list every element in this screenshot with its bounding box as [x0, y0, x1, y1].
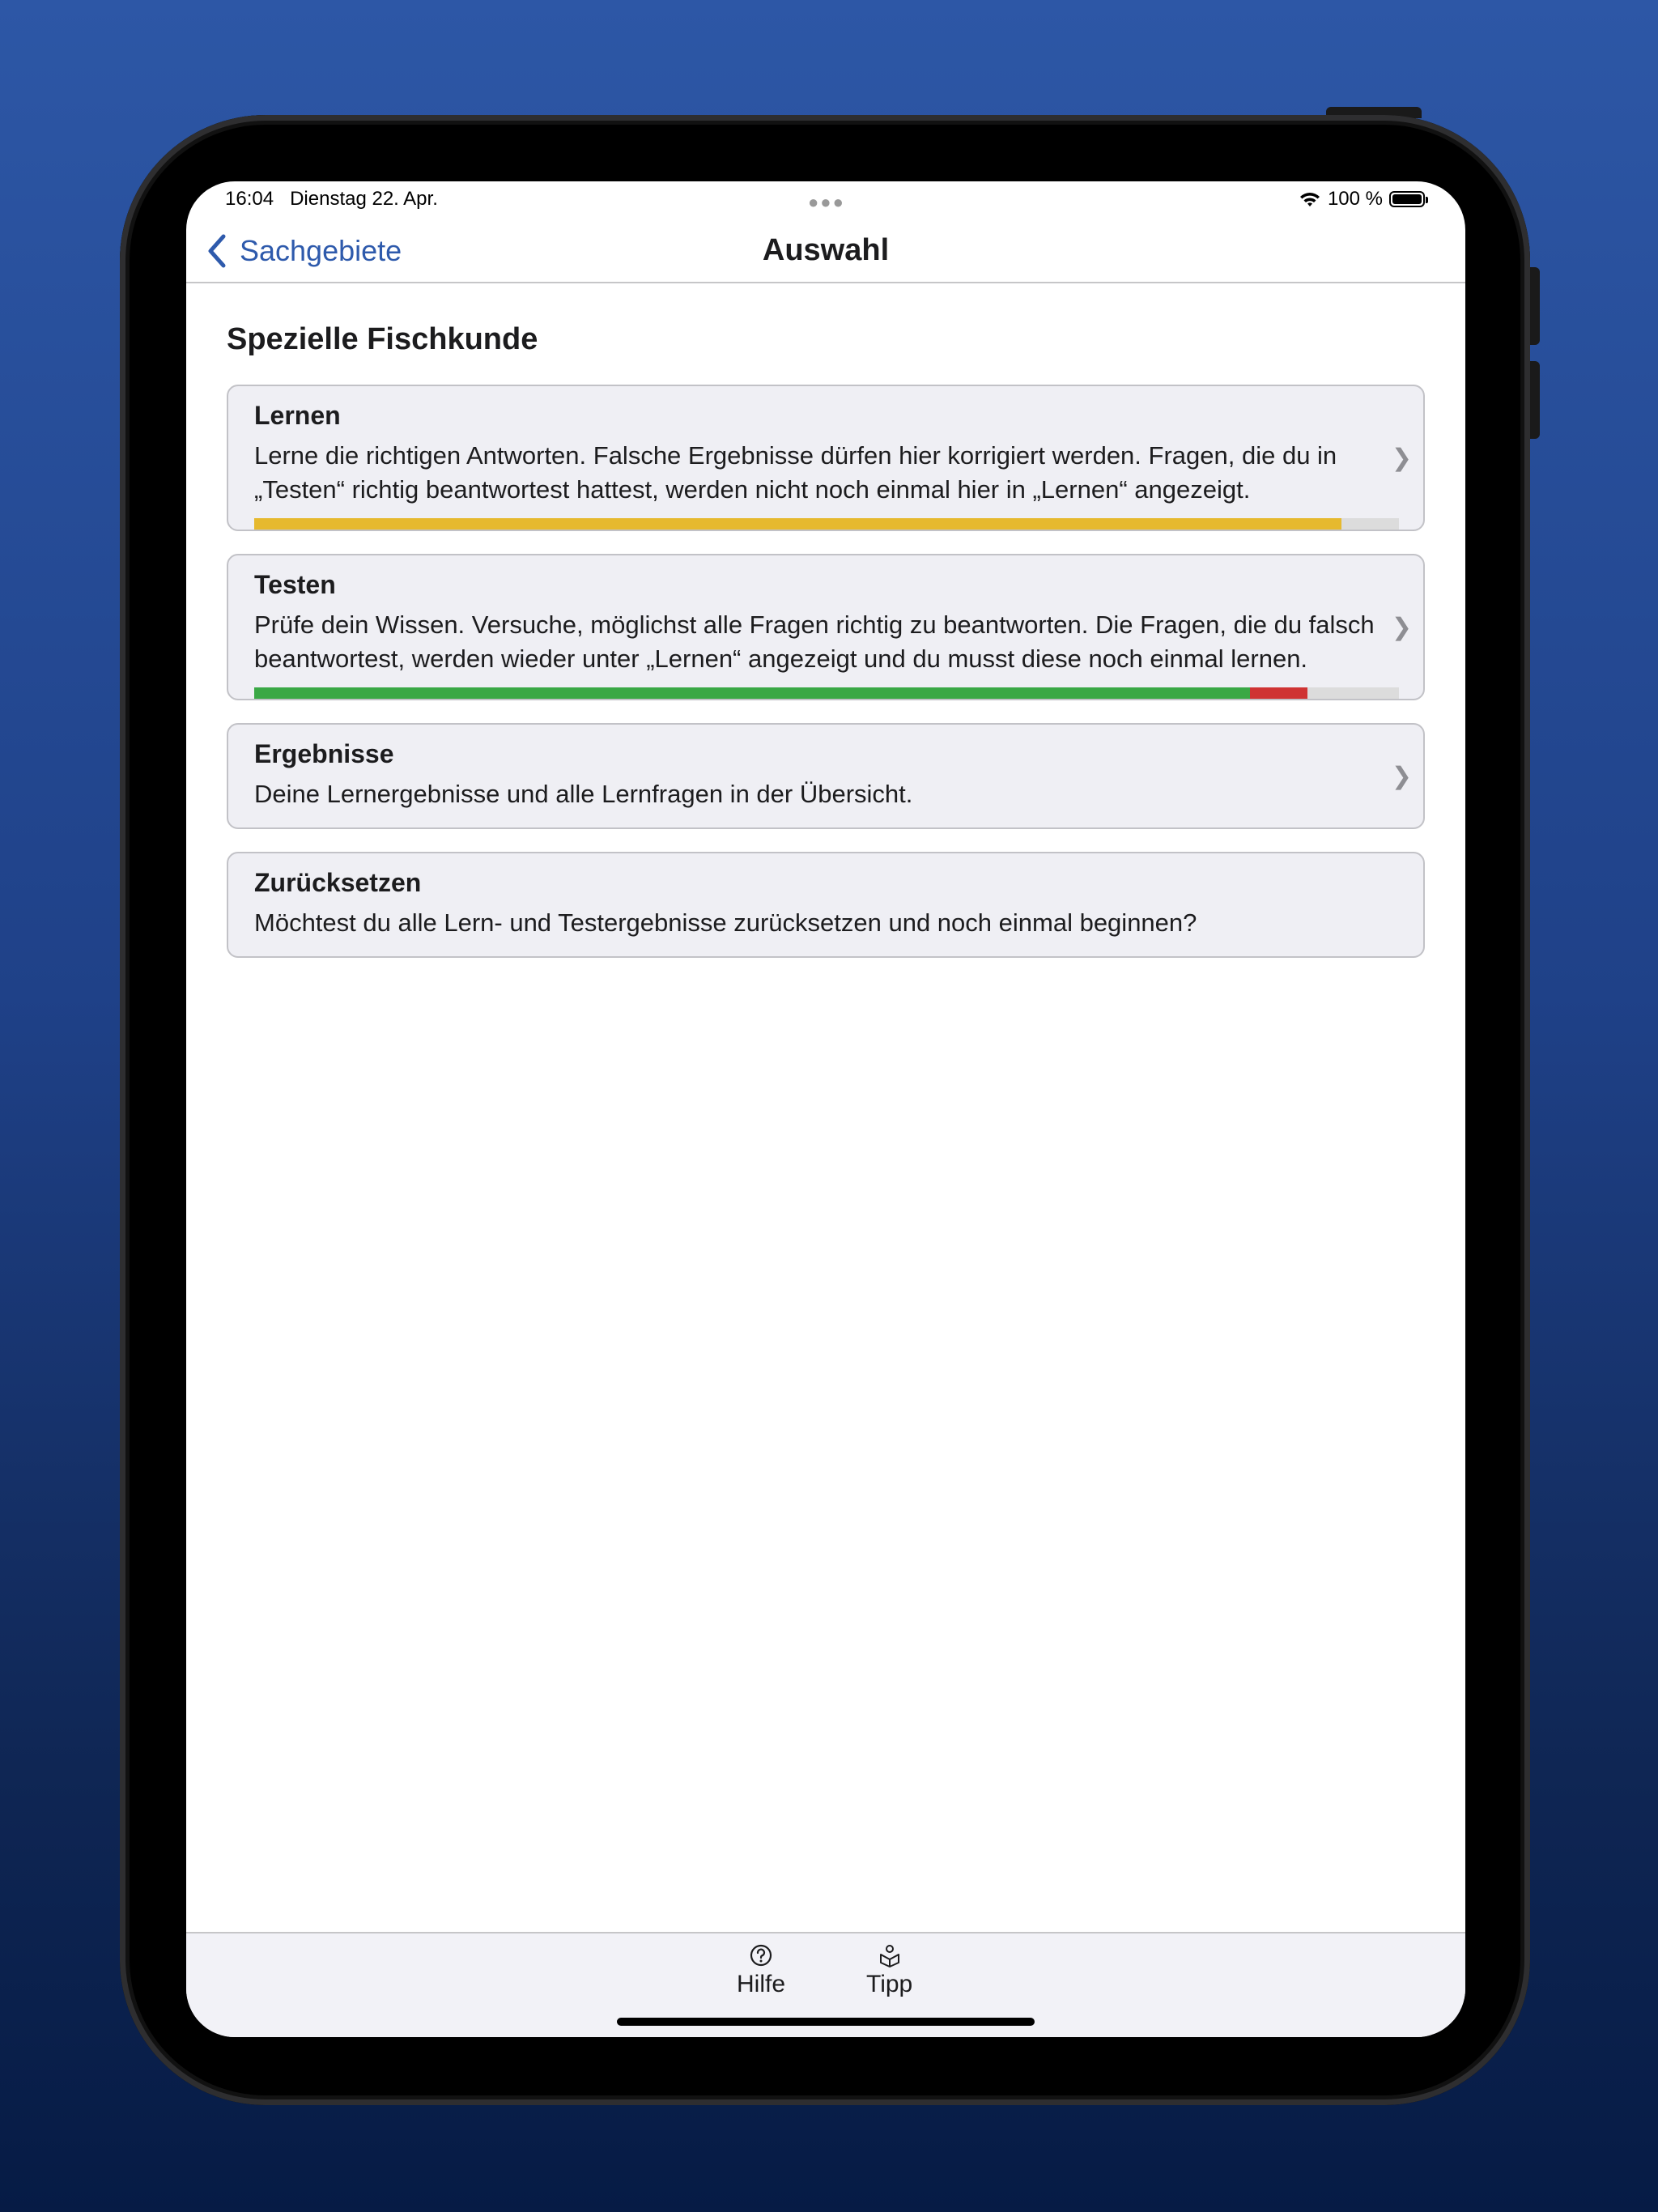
- test-card-text: Prüfe dein Wissen. Versuche, möglichst alle Fragen richtig zu beantworten. Die Fragen, die du falsch beantwortest, werden wieder unter „Lernen“ angezeigt und du musst diese noch einmal lernen.: [254, 610, 1375, 673]
- status-bar: [186, 181, 1465, 219]
- wifi-icon: [1299, 190, 1321, 208]
- tip-button[interactable]: [866, 1943, 912, 1998]
- battery-percentage: 100 %: [1327, 188, 1383, 210]
- learn-card[interactable]: [227, 385, 1425, 531]
- status-right: [1299, 188, 1425, 211]
- chevron-right-icon: ❯: [1391, 763, 1412, 789]
- test-card-title: Testen: [254, 570, 336, 599]
- tip-label: Tipp: [866, 1971, 913, 1997]
- app-screen: [186, 181, 1465, 2037]
- test-progress-wrong: [1250, 687, 1307, 699]
- results-card-title: Ergebnisse: [254, 739, 394, 768]
- chevron-right-icon: ❯: [1391, 445, 1412, 471]
- navigation-bar: [186, 219, 1465, 283]
- reset-card[interactable]: [227, 852, 1425, 958]
- help-label: Hilfe: [737, 1971, 786, 1997]
- results-card-text: Deine Lernergebnisse und alle Lernfragen in der Übersicht.: [254, 780, 913, 808]
- learn-card-text: Lerne die richtigen Antworten. Falsche Ergebnisse dürfen hier korrigiert werden. Fragen, die du in „Testen“ richtig beantwortest hattest, werden nicht noch einmal hier in „Lernen“ angezeigt.: [254, 441, 1337, 504]
- reset-card-title: Zurücksetzen: [254, 868, 422, 897]
- test-progress-bar: [254, 687, 1399, 699]
- test-progress-correct: [254, 687, 1250, 699]
- help-button[interactable]: [737, 1943, 785, 1998]
- question-circle-icon: [749, 1943, 773, 1967]
- home-indicator[interactable]: [617, 2018, 1035, 2026]
- device-volume-up-button: [1530, 267, 1540, 345]
- results-card[interactable]: [227, 723, 1425, 829]
- main-content: [227, 322, 1425, 981]
- chevron-right-icon: ❯: [1391, 614, 1412, 640]
- back-button-label: Sachgebiete: [240, 234, 402, 267]
- learn-progress-fill: [254, 518, 1341, 530]
- learn-card-title: Lernen: [254, 401, 341, 430]
- learn-progress-bar: [254, 518, 1399, 530]
- battery-icon: [1389, 191, 1425, 207]
- section-title: Spezielle Fischkunde: [227, 322, 538, 356]
- lightbulb-icon: [878, 1943, 902, 1967]
- multitasking-dots-icon[interactable]: ●●●: [808, 192, 845, 212]
- device-volume-down-button: [1530, 361, 1540, 439]
- test-card[interactable]: [227, 554, 1425, 700]
- status-time-date: 16:04 Dienstag 22. Apr.: [225, 188, 438, 210]
- page-title: Auswahl: [762, 233, 890, 267]
- reset-card-text: Möchtest du alle Lern- und Testergebnisse zurücksetzen und noch einmal beginnen?: [254, 908, 1197, 937]
